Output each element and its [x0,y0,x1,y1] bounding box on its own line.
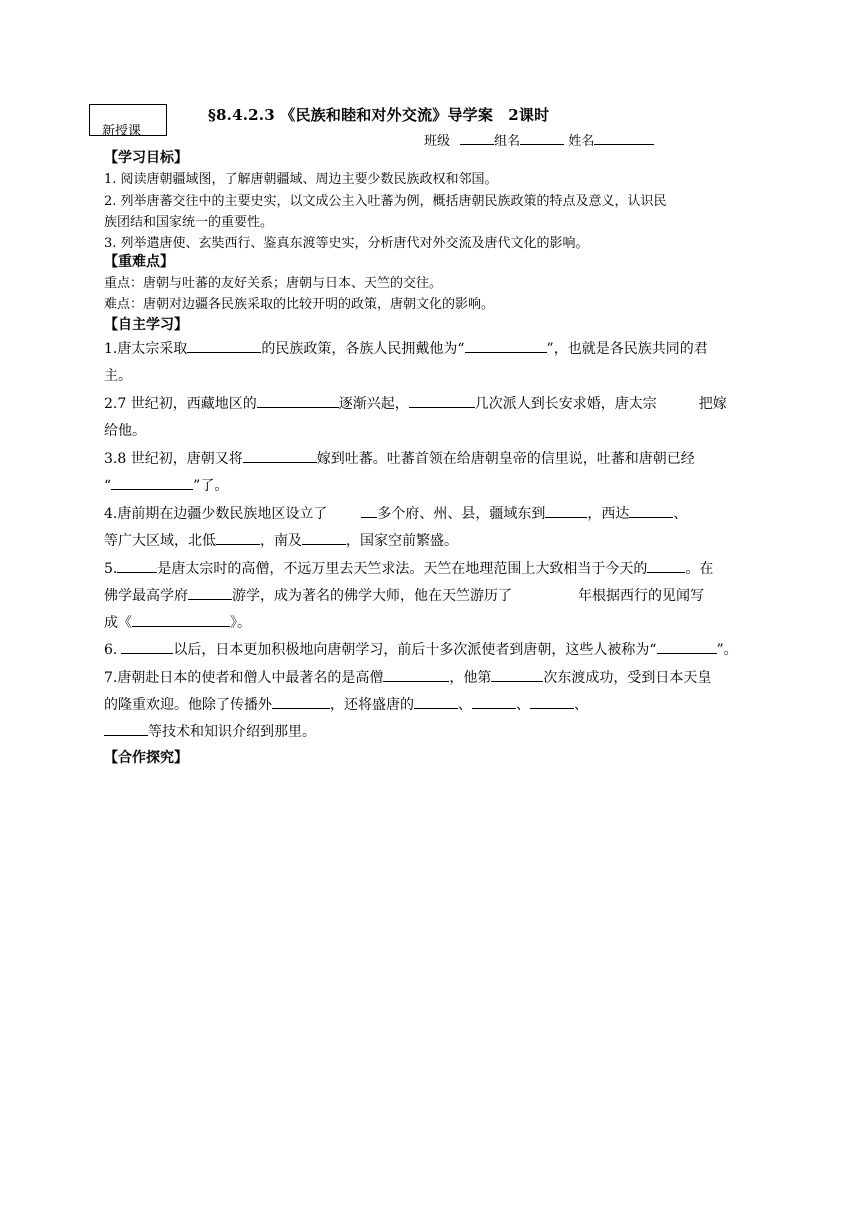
lesson-type-label: 新授课 [102,124,142,139]
q7-blank-6[interactable] [530,693,574,709]
q3-blank-1[interactable] [243,447,317,463]
name-blank[interactable] [594,129,654,145]
name-label: 姓名 [568,134,595,149]
self-study-heading: 【自主学习】 [104,317,188,333]
q5-blank-1[interactable] [117,557,157,573]
q3-line1: 3.8 世纪初，唐朝又将 嫁到吐蕃。吐蕃首领在给唐朝皇帝的信里说，吐蕃和唐朝已经 [104,447,695,468]
q1-line1: 1.唐太宗采取 的民族政策，各族人民拥戴他为“ ”，也就是各民族共同的君 [104,337,708,358]
group-blank[interactable] [520,129,564,145]
q6-line1: 6. 以后，日本更加积极地向唐朝学习，前后十多次派使者到唐朝，这些人被称为“ ”。 [104,638,738,659]
q4-blank-1[interactable] [361,502,377,518]
q1-blank-2[interactable] [465,337,547,353]
goal-1: 1. 阅读唐朝疆域图，了解唐朝疆域、周边主要少数民族政权和邻国。 [104,172,498,187]
q7-line1: 7.唐朝赴日本的使者和僧人中最著名的是高僧 ，他第 次东渡成功，受到日本天皇 [104,666,711,687]
q5-line1: 5. 是唐太宗时的高僧，不远万里去天竺求法。天竺在地理范围上大致相当于今天的 。在 [104,557,713,578]
q4-blank-5[interactable] [302,529,346,545]
goal-3: 3. 列举遣唐使、玄奘西行、鉴真东渡等史实，分析唐代对外交流及唐代文化的影响。 [104,236,589,251]
q3-blank-2[interactable] [111,474,193,490]
q6-blank-2[interactable] [657,638,717,654]
class-label: 班级 [424,134,451,149]
q5-blank-4[interactable] [132,611,230,627]
key-point: 重点：唐朝与吐蕃的友好关系；唐朝与日本、天竺的交往。 [104,276,443,291]
group-label: 组名 [494,134,521,149]
q3-line2: “ ”了。 [104,474,228,495]
q2-blank-1[interactable] [257,392,339,408]
q7-line3: 等技术和知识介绍到那里。 [104,720,316,741]
q4-line2: 等广大区域，北低 ，南及 ，国家空前繁盛。 [104,529,458,550]
q7-blank-1[interactable] [383,666,449,682]
q5-line3: 成《 》。 [104,611,251,632]
difficult-point: 难点：唐朝对边疆各民族采取的比较开明的政策，唐朝文化的影响。 [104,297,495,312]
q1-blank-1[interactable] [187,337,261,353]
q7-line2: 的隆重欢迎。他除了传播外 ，还将盛唐的 、 、 、 [104,693,588,714]
q2-line1: 2.7 世纪初，西藏地区的 逐渐兴起， 几次派人到长安求婚，唐太宗 把嫁 [104,392,727,413]
info-line [424,129,654,149]
q6-blank-1[interactable] [121,638,173,654]
q7-blank-5[interactable] [472,693,516,709]
keypoints-heading: 【重难点】 [104,254,174,270]
page-title: §8.4.2.3 《民族和睦和对外交流》导学案 2课时 [208,106,550,124]
q7-blank-4[interactable] [414,693,458,709]
q5-line2: 佛学最高学府 游学，成为著名的佛学大师，他在天竺游历了 年根据西行的见闻写 [104,584,704,605]
goal-2b: 族团结和国家统一的重要性。 [104,215,274,230]
q4-line1: 4.唐前期在边疆少数民族地区设立了 多个府、州、县，疆域东到 ，西达 、 [104,502,687,523]
q4-blank-2[interactable] [545,502,587,518]
q7-blank-3[interactable] [272,693,330,709]
q4-blank-3[interactable] [629,502,673,518]
q2-line2: 给他。 [104,423,146,439]
q2-blank-2[interactable] [409,392,475,408]
goals-heading: 【学习目标】 [104,150,188,166]
cooperate-heading: 【合作探究】 [104,750,188,766]
class-blank[interactable] [460,129,494,145]
q5-blank-2[interactable] [647,557,685,573]
goal-2a: 2. 列举唐蕃交往中的主要史实，以文成公主入吐蕃为例，概括唐朝民族政策的特点及意义，认识民 [104,194,667,209]
q4-blank-4[interactable] [216,529,260,545]
q1-line2: 主。 [104,368,132,384]
q5-blank-3[interactable] [188,584,232,600]
q7-blank-7[interactable] [104,720,148,736]
q7-blank-2[interactable] [491,666,543,682]
